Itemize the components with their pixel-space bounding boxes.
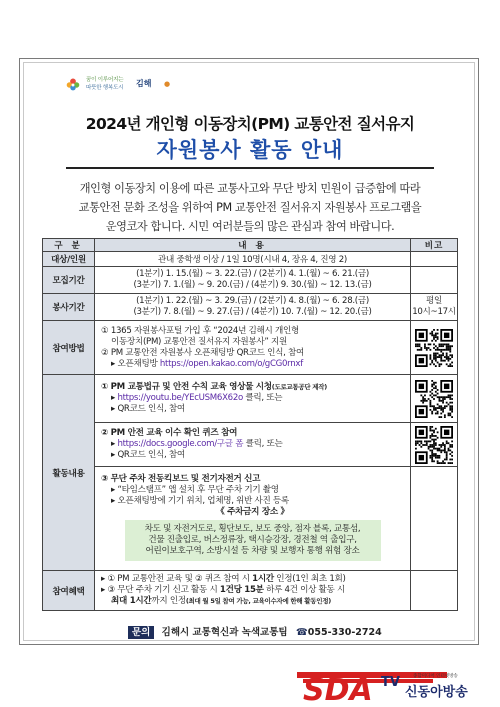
brand-sda: SDA bbox=[303, 673, 373, 704]
service-note-1: 평일 bbox=[425, 296, 442, 306]
method-line-1: ① 1365 자원봉사포털 가입 후 “2024년 김해시 개인형 bbox=[101, 325, 299, 336]
note-activity-2 bbox=[411, 423, 458, 467]
title-line-2: 자원봉사 활동 안내 bbox=[156, 138, 344, 162]
note-activity-1 bbox=[411, 375, 458, 423]
service-line-2: (3분기) 7. 8.(월) ~ 9. 27.(금) / (4분기) 10. 7.(월) ~ 12. 20.(금) bbox=[133, 307, 372, 317]
content-recruit bbox=[95, 267, 411, 294]
youtube-link[interactable]: https://youtu.be/YEcUSM6X62o bbox=[117, 393, 243, 403]
no-parking-line-1: 차도 및 자전거도로, 횡단보도, 보도 중앙, 점자 블록, 교통섬, bbox=[144, 524, 361, 534]
header-content: 내 용 bbox=[95, 239, 411, 252]
benefit-line-1: ▸ ① PM 교통안전 교육 및 ② 퀴즈 참여 시 1시간 인정(1인 최초 1회) bbox=[101, 574, 346, 584]
note-recruit bbox=[411, 267, 458, 294]
benefit-line-2: ▸ ③ 무단 주차 기기 신고 활동 시 1건당 15분 하루 4건 이상 활동 시 bbox=[101, 585, 345, 595]
method-line-4 bbox=[101, 359, 404, 370]
logo-city-name: 김해 bbox=[136, 79, 152, 88]
table-header-row bbox=[43, 239, 458, 252]
row-activity-1 bbox=[43, 375, 458, 423]
label-recruit: 모집기간 bbox=[43, 267, 95, 294]
row-benefit bbox=[43, 571, 458, 611]
content-method bbox=[95, 321, 411, 375]
method-line-3: ② PM 교통안전 자원봉사 오픈채팅방 QR코드 인식, 참여 bbox=[101, 347, 305, 358]
activity-2-link-line: ▸ https://docs.google.com/구글 폼 클릭, 또는 bbox=[111, 439, 283, 449]
activity-1-link-line: ▸ https://youtu.be/YEcUSM6X62o 클릭, 또는 bbox=[111, 393, 283, 403]
intro-line: 개인형 이동장치 이용에 따른 교통사고와 무단 방치 민원이 급증함에 따라 bbox=[79, 182, 421, 195]
open-chat-link[interactable]: https://open.kakao.com/o/gCG0rnxf bbox=[159, 358, 303, 369]
content-activity-3 bbox=[95, 467, 411, 571]
label-benefit: 참여혜택 bbox=[43, 571, 95, 611]
activity-2-title: ② PM 안전 교육 이수 확인 퀴즈 참여 bbox=[101, 428, 238, 438]
note-benefit bbox=[411, 571, 458, 611]
row-activity-3 bbox=[43, 467, 458, 571]
activity-1-title: ① PM 교통법규 및 안전 수칙 교육 영상물 시청(도로교통공단 제작) bbox=[101, 382, 327, 392]
header-note: 비고 bbox=[411, 239, 458, 252]
activity-2-qr-line: ▸ QR코드 인식, 참여 bbox=[111, 450, 185, 460]
header-category: 구 분 bbox=[43, 239, 95, 252]
content-service bbox=[95, 294, 411, 321]
activity-3-title: ③ 무단 주차 전동킥보드 및 전기자전거 신고 bbox=[101, 474, 261, 484]
label-method: 참여방법 bbox=[43, 321, 95, 375]
info-table bbox=[42, 238, 458, 611]
logo-tagline-2: 따뜻한 행복도시 bbox=[86, 85, 124, 91]
no-parking-title: 《 주차금지 장소 》 bbox=[216, 507, 289, 517]
benefit-line-3: 최대 1시간까지 인정(최대 월 5일 참여 가능, 교육이수자에 한해 활동인정) bbox=[111, 596, 331, 606]
brand-name: 신동아방송 bbox=[405, 685, 468, 700]
phone-icon: ☎ bbox=[295, 627, 308, 638]
qr-code-icon[interactable] bbox=[415, 329, 453, 367]
label-service: 봉사기간 bbox=[43, 294, 95, 321]
note-activity-3 bbox=[411, 467, 458, 571]
label-target: 대상/인원 bbox=[43, 252, 95, 267]
no-parking-line-3: 어린이보호구역, 소방시설 등 차량 및 보행자 통행 위험 장소 bbox=[145, 546, 360, 556]
contact-badge: 문의 bbox=[128, 626, 154, 639]
recruit-line-1: (1분기) 1. 15.(월) ~ 3. 22.(금) / (2분기) 4. 1.(월) ~ 6. 21.(금) bbox=[136, 269, 369, 279]
city-logo bbox=[64, 74, 174, 96]
brand-tv: TV bbox=[381, 675, 400, 690]
contact-org: 김해시 교통혁신과 녹색교통팀 bbox=[161, 627, 288, 638]
row-target bbox=[43, 252, 458, 267]
flower-icon bbox=[64, 76, 82, 94]
contact-line bbox=[128, 624, 388, 638]
row-service bbox=[43, 294, 458, 321]
brand-small-text: 종합미디어 인터넷방송 bbox=[413, 674, 458, 679]
sda-tv-logo bbox=[295, 664, 485, 704]
intro-line: 운영코자 합니다. 시민 여러분들의 많은 관심과 참여 바랍니다. bbox=[105, 220, 395, 233]
title-divider bbox=[66, 167, 434, 169]
no-parking-box bbox=[125, 520, 381, 561]
service-line-1: (1분기) 1. 22.(월) ~ 3. 29.(금) / (2분기) 4. 8.(월) ~ 6. 28.(금) bbox=[136, 296, 369, 306]
note-target bbox=[411, 252, 458, 267]
content-benefit bbox=[95, 571, 411, 611]
content-target: 관내 중학생 이상 / 1일 10명(시내 4, 장유 4, 진영 2) bbox=[95, 252, 411, 267]
activity-3-line-1: ▸ “타임스탬프” 앱 설치 후 무단 주차 기기 촬영 bbox=[111, 485, 279, 495]
qr-code-icon[interactable] bbox=[415, 380, 453, 418]
intro-line: 교통안전 문화 조성을 위하여 PM 교통안전 질서유지 자원봉사 프로그램을 bbox=[78, 201, 422, 214]
recruit-line-2: (3분기) 7. 1.(월) ~ 9. 20.(금) / (4분기) 9. 30.(월) ~ 12. 13.(금) bbox=[133, 280, 372, 290]
note-method bbox=[411, 321, 458, 375]
qr-code-icon[interactable] bbox=[415, 426, 453, 464]
logo-tagline-1: 꿈이 이루어지는 bbox=[86, 77, 124, 83]
no-parking-line-2: 건물 진출입로, 버스정류장, 택시승강장, 경전철 역 출입구, bbox=[148, 535, 357, 545]
title-line-1: 2024년 개인형 이동장치(PM) 교통안전 질서유지 bbox=[85, 115, 415, 133]
logo-dots-icon: ● bbox=[164, 80, 171, 88]
content-activity-2 bbox=[95, 423, 411, 467]
note-service bbox=[411, 294, 458, 321]
intro-paragraph bbox=[44, 179, 456, 236]
service-note-2: 10시~17시 bbox=[412, 307, 456, 317]
content-activity-1 bbox=[95, 375, 411, 423]
activity-1-qr-line: ▸ QR코드 인식, 참여 bbox=[111, 404, 185, 414]
label-activity: 활동내용 bbox=[43, 375, 95, 571]
method-link-prefix: ▸ 오픈채팅방 bbox=[111, 358, 160, 369]
google-form-link[interactable]: https://docs.google.com/구글 폼 bbox=[117, 439, 244, 449]
row-activity-2 bbox=[43, 423, 458, 467]
method-line-2: 이동장치(PM) 교통안전 질서유지 자원봉사” 지원 bbox=[111, 336, 288, 347]
row-method bbox=[43, 321, 458, 375]
activity-3-line-2: ▸ 오픈채팅방에 기기 위치, 업체명, 위반 사진 등록 bbox=[111, 496, 289, 506]
contact-tel[interactable]: 055-330-2724 bbox=[307, 627, 382, 638]
row-recruit bbox=[43, 267, 458, 294]
